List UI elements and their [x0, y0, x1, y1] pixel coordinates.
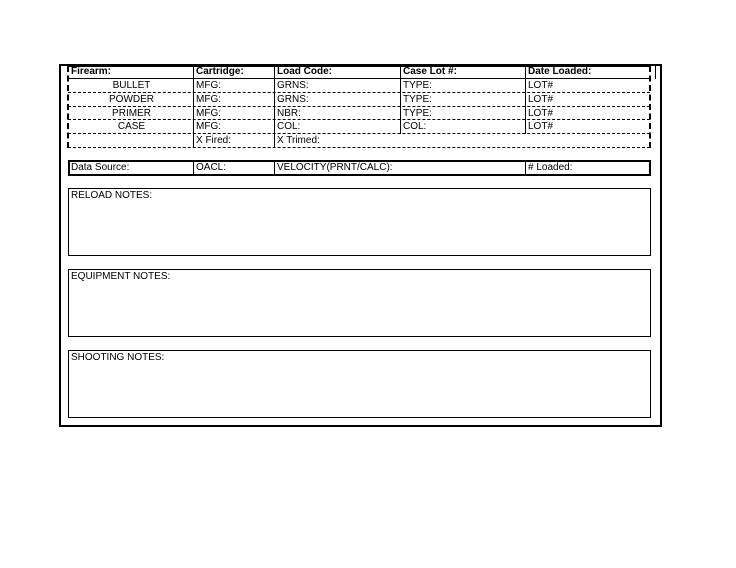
header-date-loaded: Date Loaded:: [528, 66, 592, 77]
component-primer: PRIMER: [112, 108, 151, 119]
primer-mfg: MFG:: [196, 108, 221, 119]
case-col: COL:: [277, 121, 301, 132]
table-left-edge: [67, 66, 69, 148]
header-right-stub: [655, 66, 656, 79]
reload-notes-label: RELOAD NOTES:: [71, 190, 153, 201]
col-divider-4: [525, 66, 526, 134]
table-right-edge: [649, 66, 651, 148]
case-lot: LOT#: [528, 121, 554, 132]
velocity-label: VELOCITY(PRNT/CALC):: [277, 162, 393, 173]
header-case-lot: Case Lot #:: [403, 66, 457, 77]
row-line-2: [68, 106, 650, 107]
component-bullet: BULLET: [112, 80, 151, 91]
powder-type: TYPE:: [403, 94, 432, 105]
x-trimed: X Trimed:: [277, 135, 320, 146]
data-source-label: Data Source:: [71, 162, 130, 173]
reload-notes-box: [68, 188, 651, 256]
equipment-notes-label: EQUIPMENT NOTES:: [71, 271, 171, 282]
header-firearm: Firearm:: [71, 66, 112, 77]
bullet-type: TYPE:: [403, 80, 432, 91]
bullet-grns: GRNS:: [277, 80, 309, 91]
bullet-mfg: MFG:: [196, 80, 221, 91]
loaded-label: # Loaded:: [528, 162, 573, 173]
shooting-notes-label: SHOOTING NOTES:: [71, 352, 165, 363]
case-col-2: COL:: [403, 121, 427, 132]
info-divider-3: [525, 161, 526, 175]
header-separator: [68, 78, 650, 79]
info-divider-1: [193, 161, 194, 175]
info-divider-2: [274, 161, 275, 175]
col-divider-3: [400, 66, 401, 134]
component-powder: POWDER: [109, 94, 154, 105]
oacl-label: OACL:: [196, 162, 227, 173]
primer-lot: LOT#: [528, 108, 554, 119]
component-case: CASE: [117, 121, 146, 132]
powder-grns: GRNS:: [277, 94, 309, 105]
bullet-lot: LOT#: [528, 80, 554, 91]
primer-type: TYPE:: [403, 108, 432, 119]
col-divider-1: [193, 66, 194, 148]
header-cartridge: Cartridge:: [196, 66, 244, 77]
header-load-code: Load Code:: [277, 66, 332, 77]
col-divider-2: [274, 66, 275, 148]
row-line-1: [68, 92, 650, 93]
case-mfg: MFG:: [196, 121, 221, 132]
primer-nbr: NBR:: [277, 108, 301, 119]
powder-mfg: MFG:: [196, 94, 221, 105]
powder-lot: LOT#: [528, 94, 554, 105]
x-fired: X Fired:: [196, 135, 232, 146]
row-line-5: [68, 147, 650, 148]
row-line-4: [68, 133, 650, 134]
